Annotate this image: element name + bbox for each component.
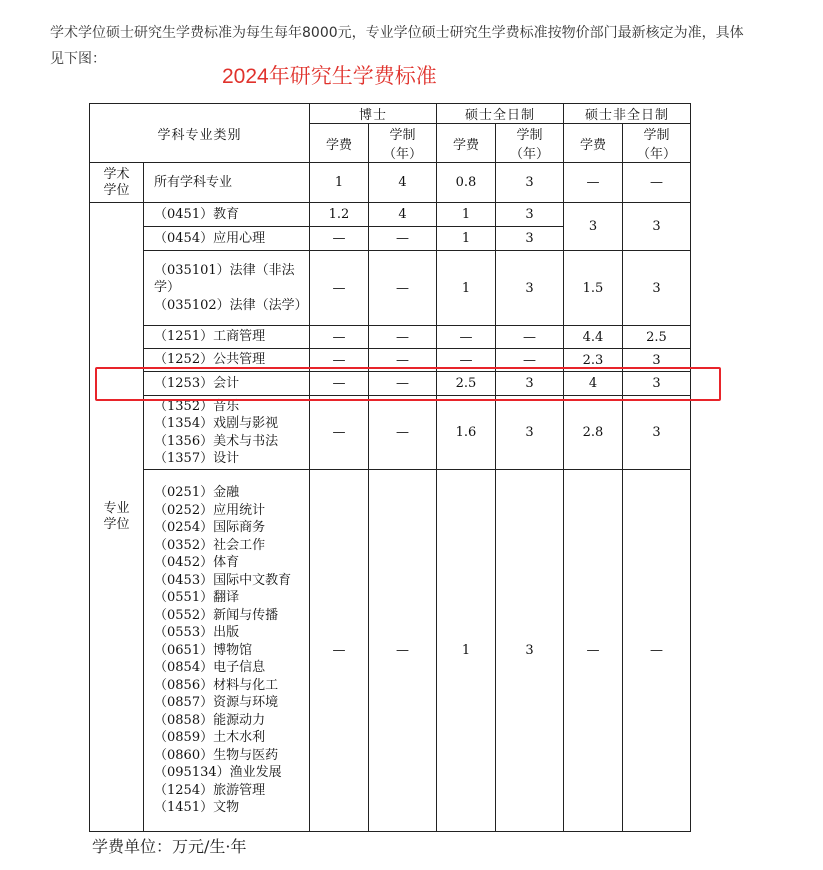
table-row bbox=[90, 163, 691, 203]
table-row bbox=[90, 326, 691, 349]
header-fee: 学费 bbox=[564, 124, 623, 163]
major-name: （1252）公共管理 bbox=[144, 349, 310, 372]
value-cell: — bbox=[310, 396, 369, 470]
value-cell: — bbox=[369, 326, 437, 349]
value-cell: — bbox=[564, 470, 623, 832]
value-cell: 3 bbox=[496, 163, 564, 203]
intro-paragraph: 学术学位硕士研究生学费标准为每生每年8000元，专业学位硕士研究生学费标准按物价部门最新核定为准，具体见下图： bbox=[50, 25, 744, 67]
value-cell: 2.5 bbox=[437, 372, 496, 396]
table-row bbox=[90, 251, 691, 326]
major-name: 所有学科专业 bbox=[144, 163, 310, 203]
value-cell: 1 bbox=[437, 470, 496, 832]
header-master-part: 硕士非全日制 bbox=[564, 104, 691, 124]
value-cell: 3 bbox=[496, 251, 564, 326]
value-cell: — bbox=[369, 227, 437, 251]
value-cell: 2.8 bbox=[564, 396, 623, 470]
value-cell: 1.2 bbox=[310, 203, 369, 227]
header-fee: 学费 bbox=[310, 124, 369, 163]
value-cell: 4 bbox=[564, 372, 623, 396]
value-cell: 2.3 bbox=[564, 349, 623, 372]
major-name: （1251）工商管理 bbox=[144, 326, 310, 349]
value-cell: — bbox=[369, 251, 437, 326]
value-cell: 3 bbox=[623, 203, 691, 251]
major-name: （1352）音乐 （1354）戏剧与影视 （1356）美术与书法 （1357）设计 bbox=[144, 396, 310, 470]
major-name: （0454）应用心理 bbox=[144, 227, 310, 251]
value-cell: 3 bbox=[623, 396, 691, 470]
value-cell: — bbox=[310, 349, 369, 372]
value-cell: — bbox=[310, 251, 369, 326]
header-category: 学科专业类别 bbox=[90, 104, 310, 163]
value-cell: — bbox=[496, 326, 564, 349]
value-cell: 0.8 bbox=[437, 163, 496, 203]
value-cell: 4.4 bbox=[564, 326, 623, 349]
value-cell: — bbox=[437, 326, 496, 349]
value-cell: 1.5 bbox=[564, 251, 623, 326]
value-cell: — bbox=[564, 163, 623, 203]
value-cell: 1 bbox=[437, 251, 496, 326]
value-cell: 1.6 bbox=[437, 396, 496, 470]
value-cell: — bbox=[369, 470, 437, 832]
value-cell: — bbox=[369, 396, 437, 470]
major-name: （0251）金融 （0252）应用统计 （0254）国际商务 （0352）社会工作 （0452）体育 （0453）国际中文教育 （0551）翻译 （0552）新闻与传播 （0553）出版 （0651）博物馆 （0854）电子信息 （0856）材料与化工 （0857）资源与环境 （0858）能源动力 （0859）土木水利 （0860）生物与医药 （095134）渔业发展 （1254）旅游管理 （1451）文物 bbox=[144, 470, 310, 832]
value-cell: — bbox=[310, 470, 369, 832]
value-cell: — bbox=[623, 470, 691, 832]
value-cell: 1 bbox=[437, 227, 496, 251]
value-cell: 1 bbox=[310, 163, 369, 203]
value-cell: 2.5 bbox=[623, 326, 691, 349]
header-years: 学制 （年） bbox=[623, 124, 691, 163]
value-cell: 4 bbox=[369, 203, 437, 227]
header-doctor: 博士 bbox=[310, 104, 437, 124]
value-cell: — bbox=[437, 349, 496, 372]
value-cell: 3 bbox=[564, 203, 623, 251]
header-master-full: 硕士全日制 bbox=[437, 104, 564, 124]
value-cell: 3 bbox=[496, 396, 564, 470]
value-cell: — bbox=[310, 372, 369, 396]
table-row bbox=[90, 470, 691, 832]
table-row bbox=[90, 203, 691, 227]
header-fee: 学费 bbox=[437, 124, 496, 163]
major-name: （035101）法律（非法学） （035102）法律（法学） bbox=[144, 251, 310, 326]
value-cell: 3 bbox=[496, 470, 564, 832]
table-row bbox=[90, 396, 691, 470]
value-cell: 3 bbox=[623, 251, 691, 326]
major-name: （0451）教育 bbox=[144, 203, 310, 227]
fee-unit-note: 学费单位：万元/生·年 bbox=[92, 837, 247, 856]
value-cell: — bbox=[310, 227, 369, 251]
value-cell: 3 bbox=[496, 372, 564, 396]
value-cell: 1 bbox=[437, 203, 496, 227]
category-academic: 学术 学位 bbox=[90, 163, 144, 203]
value-cell: — bbox=[496, 349, 564, 372]
value-cell: 3 bbox=[623, 372, 691, 396]
major-name: （1253）会计 bbox=[144, 372, 310, 396]
header-years: 学制 （年） bbox=[369, 124, 437, 163]
header-years: 学制 （年） bbox=[496, 124, 564, 163]
table-headline: 2024年研究生学费标准 bbox=[222, 65, 437, 88]
value-cell: 3 bbox=[623, 349, 691, 372]
value-cell: — bbox=[369, 372, 437, 396]
value-cell: 3 bbox=[496, 227, 564, 251]
value-cell: — bbox=[369, 349, 437, 372]
highlight-box bbox=[95, 367, 721, 401]
category-professional: 专业 学位 bbox=[90, 203, 144, 832]
tuition-table bbox=[89, 103, 691, 832]
value-cell: — bbox=[623, 163, 691, 203]
value-cell: 4 bbox=[369, 163, 437, 203]
value-cell: 3 bbox=[496, 203, 564, 227]
value-cell: — bbox=[310, 326, 369, 349]
